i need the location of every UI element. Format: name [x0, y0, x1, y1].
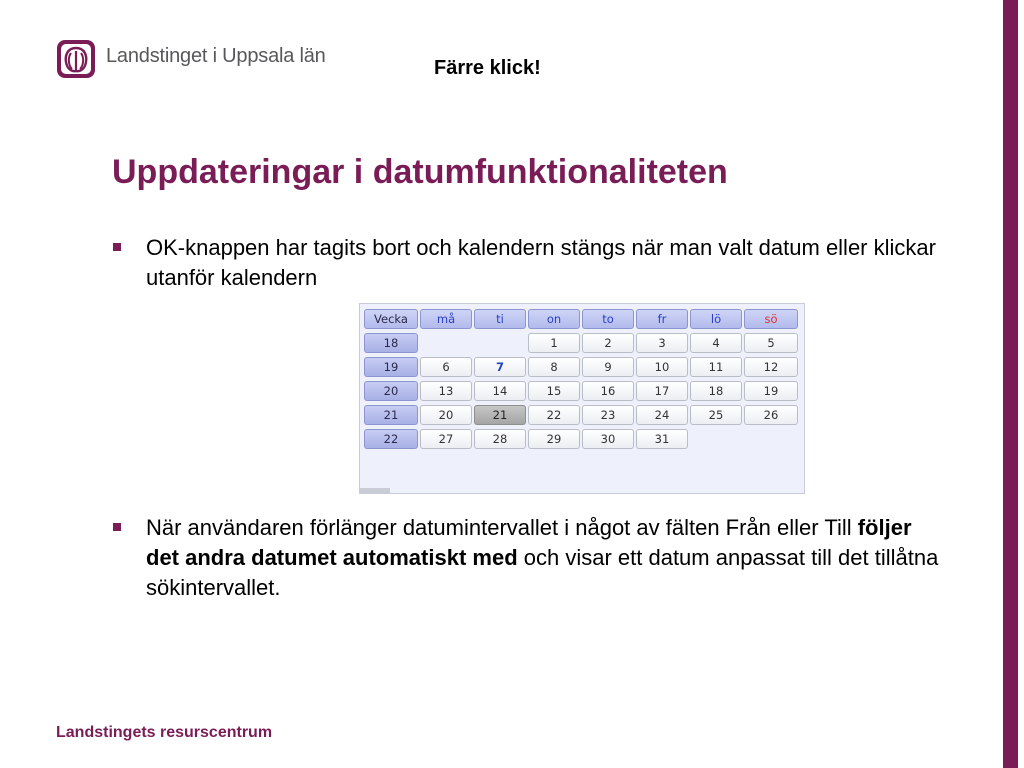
calendar-header-1: må	[420, 309, 472, 329]
calendar-day-cell[interactable]: 26	[744, 405, 798, 425]
calendar-day-cell[interactable]: 3	[636, 333, 688, 353]
calendar-day-cell[interactable]: 19	[744, 381, 798, 401]
calendar-day-cell[interactable]: 6	[420, 357, 472, 377]
calendar-day-cell[interactable]: 4	[690, 333, 742, 353]
calendar-day-cell[interactable]: 16	[582, 381, 634, 401]
calendar-day-cell[interactable]: 30	[582, 429, 634, 449]
bullet-2	[146, 513, 946, 603]
calendar-day-cell[interactable]: 14	[474, 381, 526, 401]
calendar-day-cell[interactable]: 31	[636, 429, 688, 449]
bullet-marker	[113, 243, 121, 251]
logo-emblem-icon	[56, 39, 96, 79]
right-edge	[1018, 0, 1024, 768]
calendar-day-cell[interactable]: 2	[582, 333, 634, 353]
calendar-day-cell[interactable]: 28	[474, 429, 526, 449]
bullet-2-bold-text: följer det andra datumet automatiskt med	[146, 515, 912, 570]
calendar-week-number: 22	[364, 429, 418, 449]
tagline: Färre klick!	[434, 57, 541, 79]
calendar-header-0: Vecka	[364, 309, 418, 329]
calendar-header-5: fr	[636, 309, 688, 329]
calendar-day-cell[interactable]: 13	[420, 381, 472, 401]
calendar-day-cell[interactable]: 10	[636, 357, 688, 377]
calendar-day-cell[interactable]: 24	[636, 405, 688, 425]
footer-text: Landstingets resurscentrum	[56, 724, 273, 741]
calendar-day-cell[interactable]: 25	[690, 405, 742, 425]
calendar-scrollbar	[360, 488, 390, 493]
calendar-header-6: lö	[690, 309, 742, 329]
calendar-week-number: 21	[364, 405, 418, 425]
calendar-day-cell[interactable]: 15	[528, 381, 580, 401]
calendar-week-number: 20	[364, 381, 418, 401]
calendar-day-cell[interactable]: 5	[744, 333, 798, 353]
logo-text: Landstinget i Uppsala län	[106, 45, 326, 67]
calendar-day-cell[interactable]: 12	[744, 357, 798, 377]
calendar-day-cell[interactable]: 29	[528, 429, 580, 449]
calendar-day-cell[interactable]: 21	[474, 405, 526, 425]
calendar-day-cell[interactable]: 9	[582, 357, 634, 377]
calendar-day-cell[interactable]: 8	[528, 357, 580, 377]
calendar-week-number: 19	[364, 357, 418, 377]
calendar-header-7: sö	[744, 309, 798, 329]
calendar-day-cell[interactable]: 7	[474, 357, 526, 377]
bullet-marker	[113, 523, 121, 531]
calendar-header-4: to	[582, 309, 634, 329]
calendar-day-cell[interactable]: 20	[420, 405, 472, 425]
calendar-day-cell[interactable]: 22	[528, 405, 580, 425]
calendar-day-cell[interactable]: 18	[690, 381, 742, 401]
calendar-header-3: on	[528, 309, 580, 329]
logo	[56, 38, 326, 82]
calendar-day-cell[interactable]: 1	[528, 333, 580, 353]
bullet-1	[146, 233, 946, 293]
calendar-day-cell[interactable]: 23	[582, 405, 634, 425]
calendar-header-2: ti	[474, 309, 526, 329]
slide-title: Uppdateringar i datumfunktionaliteten	[112, 153, 728, 191]
bullet-2-text-end: och visar ett datum anpassat till det tillåtna sökintervallet.	[146, 545, 939, 600]
calendar-day-cell[interactable]: 17	[636, 381, 688, 401]
calendar-day-cell[interactable]: 27	[420, 429, 472, 449]
calendar-screenshot	[359, 303, 805, 494]
bullet-1-text: OK-knappen har tagits bort och kalendern stängs när man valt datum eller klickar utanför kalendern	[146, 235, 936, 290]
right-accent-bar	[1003, 0, 1018, 768]
bullet-2-text: När användaren förlänger datumintervallet i något av fälten Från eller Till	[146, 515, 858, 540]
calendar-week-number: 18	[364, 333, 418, 353]
calendar-day-cell[interactable]: 11	[690, 357, 742, 377]
